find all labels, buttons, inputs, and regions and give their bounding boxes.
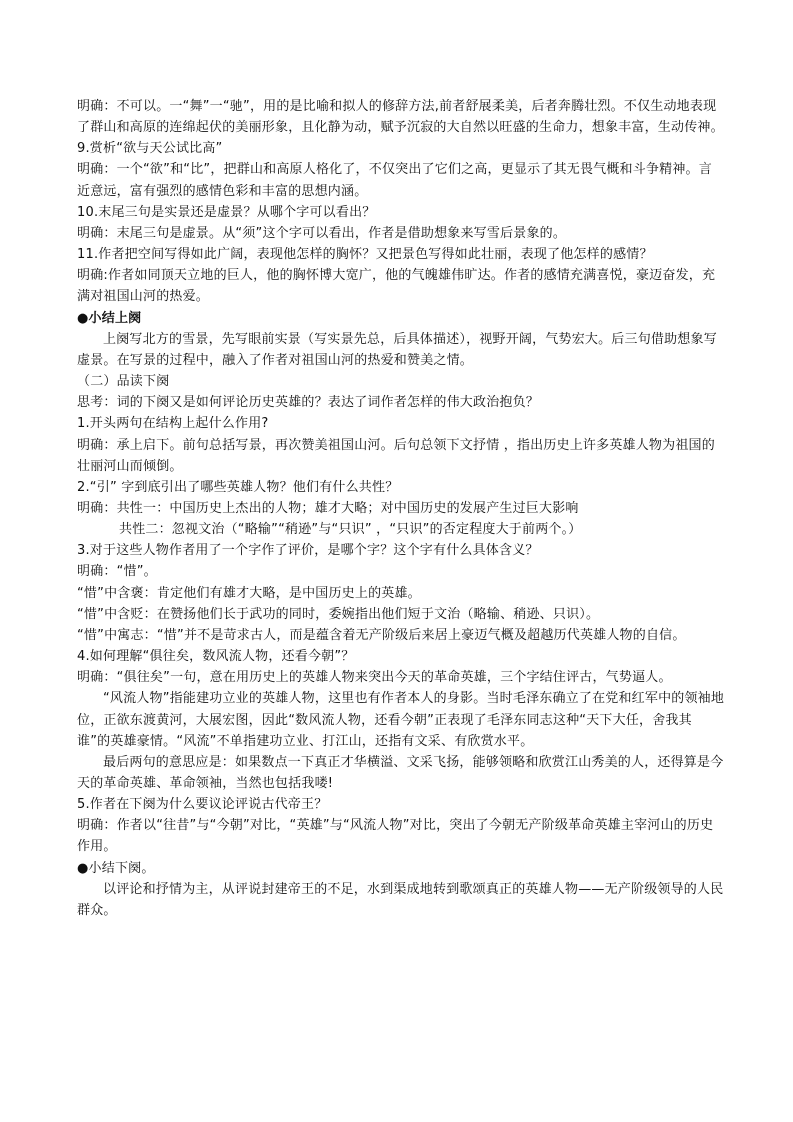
paragraph-xi-praise: “惜”中含褒：肯定他们有雄才大略，是中国历史上的英雄。 — [77, 585, 421, 601]
paragraph-answer-3: 明确：“惜”。 — [77, 564, 157, 580]
document-page — [77, 96, 725, 921]
question-5: 5.作者在下阕为什么要议论评说古代帝王？ — [77, 797, 328, 813]
paragraph-answer-11: 明确:作者如同顶天立地的巨人，他的胸怀博大宽广，他的气魄雄伟旷达。作者的感情充满喜悦，豪迈奋发，充满对祖国山河的热爱。 — [77, 268, 716, 305]
paragraph-answer-4a: 明确：“俱往矣”一句，意在用历史上的英雄人物来突出今天的革命英雄，三个字结住评古，气势逼人。 — [77, 670, 672, 686]
paragraph-answer-2b: 共性二：忽视文治（“略输”“稍逊”与“只识” ，“只识”的否定程度大于前两个。） — [119, 522, 582, 538]
paragraph-answer-4b: “风流人物”指能建功立业的英雄人物，这里也有作者本人的身影。当时毛泽东确立了在党和红军中的领袖地位，正欲东渡黄河，大展宏图，因此“数风流人物，还看今朝”正表现了毛泽东同志这种“天下大任，舍我其谁”的英雄豪情。“风流”不单指建功立业、打江山，还指有文采、有欣赏水平。 — [77, 691, 725, 749]
paragraph-summary-lower: 以评论和抒情为主，从评说封建帝王的不足，水到渠成地转到歌颂真正的英雄人物——无产阶级领导的人民群众。 — [77, 881, 724, 918]
paragraph-xi-critique: “惜”中含贬：在赞扬他们长于武功的同时，委婉指出他们短于文治（略输、稍逊、只识）。 — [77, 606, 600, 622]
paragraph-summary-upper: 上阕写北方的雪景，先写眼前实景（写实景先总，后具体描述），视野开阔，气势宏大。后三句借助想象写虚景。在写景的过程中，融入了作者对祖国山河的热爱和赞美之情。 — [77, 331, 717, 368]
paragraph-answer-8: 明确：不可以。一“舞”一“驰”，用的是比喻和拟人的修辞方法,前者舒展柔美，后者奔腾壮烈。不仅生动地表现了群山和高原的连绵起伏的美丽形象，且化静为动，赋予沉寂的大自然以旺盛的生命力，想象丰富，生动传神。 — [77, 99, 724, 136]
paragraph-answer-9: 明确：一个“欲”和“比”，把群山和高原人格化了，不仅突出了它们之高，更显示了其无畏气概和斗争精神。言近意远，富有强烈的感情色彩和丰富的思想内涵。 — [77, 162, 712, 199]
paragraph-xi-ambition: “惜”中寓志：“惜”并不是苛求古人，而是蕴含着无产阶级后来居上豪迈气概及超越历代英雄人物的自信。 — [77, 627, 686, 643]
paragraph-answer-1: 明确：承上启下。前句总括写景，再次赞美祖国山河。后句总领下文抒情 ，指出历史上许多英雄人物为祖国的壮丽河山而倾倒。 — [77, 437, 715, 474]
question-10: 10.末尾三句是实景还是虚景？从哪个字可以看出？ — [77, 204, 376, 220]
question-2: 2.“引” 字到底引出了哪些英雄人物？他们有什么共性？ — [77, 479, 399, 495]
paragraph-answer-5: 明确：作者以“往昔”与“今朝”对比，“英雄”与“风流人物”对比，突出了今朝无产阶级革命英雄主宰河山的历史作用。 — [77, 818, 714, 855]
question-3: 3.对于这些人物作者用了一个字作了评价，是哪个字？这个字有什么具体含义？ — [77, 543, 539, 559]
paragraph-answer-2a: 明确：共性一：中国历史上杰出的人物；雄才大略；对中国历史的发展产生过巨大影响 — [77, 500, 579, 516]
paragraph-answer-10: 明确：末尾三句是虚景。从“须”这个字可以看出，作者是借助想象来写雪后景象的。 — [77, 225, 567, 241]
section-heading-lower: （二）品读下阕 — [77, 374, 170, 390]
paragraph-answer-4c: 最后两句的意思应是：如果数点一下真正才华横溢、文采飞扬，能够领略和欣赏江山秀美的人，还得算是今天的革命英雄、革命领袖，当然也包括我喽! — [77, 754, 724, 791]
question-4: 4.如何理解“俱往矣，数风流人物，还看今朝”？ — [77, 649, 355, 665]
question-9: 9.赏析“欲与天公试比高” — [77, 141, 223, 157]
thinking-question: 思考：词的下阕又是如何评论历史英雄的？表达了词作者怎样的伟大政治抱负？ — [77, 395, 540, 411]
heading-summary-upper: ●小结上阕 — [77, 310, 142, 326]
heading-summary-lower: ●小结下阕。 — [77, 860, 155, 876]
question-1: 1.开头两句在结构上起什么作用? — [77, 416, 269, 432]
question-11: 11.作者把空间写得如此广阔，表现他怎样的胸怀？又把景色写得如此壮丽，表现了他怎样的感情？ — [77, 247, 653, 263]
